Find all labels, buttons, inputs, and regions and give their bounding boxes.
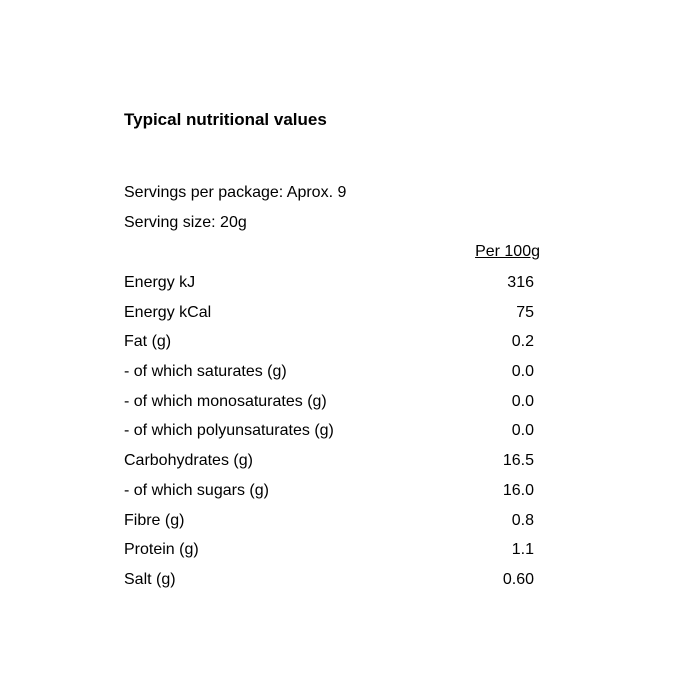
nutrient-value: 75	[516, 303, 534, 321]
nutrient-value: 316	[507, 274, 534, 291]
serving-size: Serving size: 20g	[124, 214, 247, 231]
nutrient-name: - of which sugars (g)	[124, 481, 269, 499]
nutrient-name: Carbohydrates (g)	[124, 452, 253, 470]
nutrient-table	[124, 268, 544, 595]
nutrient-row-fibre	[124, 506, 544, 536]
nutrient-row-carbohydrates	[124, 446, 544, 476]
nutrient-value: 16.0	[502, 481, 534, 499]
nutrient-value: 0.0	[511, 422, 534, 440]
servings-per-package: Servings per package: Aprox. 9	[124, 184, 347, 201]
nutrient-value: 0.60	[502, 570, 534, 588]
nutrient-name: - of which monosaturates (g)	[124, 392, 327, 410]
nutrient-row-fat	[124, 327, 544, 357]
nutrient-name: Protein (g)	[124, 541, 199, 559]
nutrient-value: 0.0	[511, 363, 534, 381]
nutrient-row-energy-kcal	[124, 298, 544, 328]
nutrition-panel	[124, 108, 544, 595]
nutrient-name: Fibre (g)	[124, 511, 185, 529]
nutrient-name: Energy kJ	[124, 274, 196, 291]
nutrient-row-salt	[124, 565, 544, 595]
nutrient-name: Energy kCal	[124, 303, 212, 321]
nutrient-row-protein	[124, 535, 544, 565]
nutrient-row-monosaturates	[124, 387, 544, 417]
column-header-row	[124, 238, 544, 268]
nutrient-name: Salt (g)	[124, 570, 176, 588]
nutrient-name: - of which saturates (g)	[124, 363, 287, 381]
nutrient-value: 1.1	[511, 541, 534, 559]
column-header-per-100g: Per 100g	[475, 243, 540, 260]
serving-info	[124, 178, 544, 238]
nutrient-row-energy-kj	[124, 268, 544, 298]
nutrient-name: - of which polyunsaturates (g)	[124, 422, 334, 440]
nutrient-row-polyunsaturates	[124, 416, 544, 446]
nutrient-row-sugars	[124, 476, 544, 506]
nutrient-name: Fat (g)	[124, 333, 172, 351]
nutrient-value: 0.2	[511, 333, 534, 351]
nutrient-value: 0.8	[511, 511, 534, 529]
nutrient-value: 16.5	[502, 452, 534, 470]
nutrient-value: 0.0	[511, 392, 534, 410]
nutrition-title: Typical nutritional values	[124, 110, 327, 129]
nutrient-row-saturates	[124, 357, 544, 387]
